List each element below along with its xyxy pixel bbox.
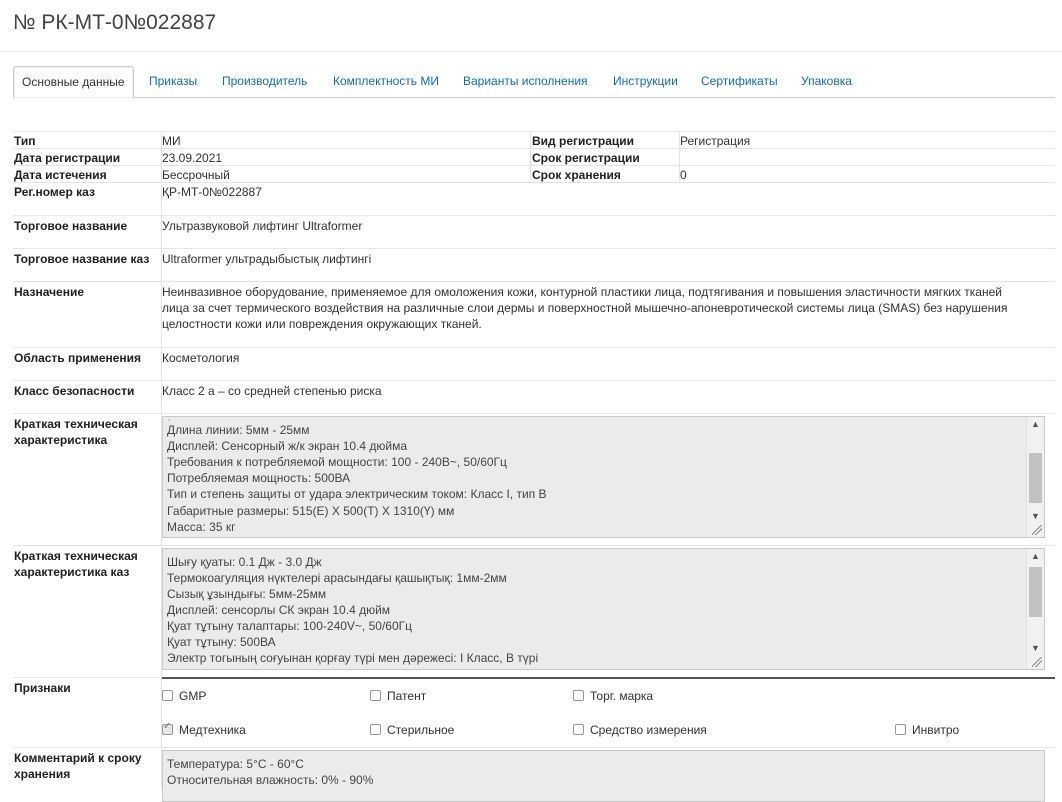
- application-area-value: Косметология: [162, 351, 240, 365]
- purpose-label: Назначение: [14, 285, 85, 299]
- checkbox-trademark[interactable]: Торг. марка: [573, 689, 653, 703]
- tab-bar: [13, 66, 1055, 98]
- checkbox-checked-icon[interactable]: [162, 724, 173, 735]
- type-label: Тип: [14, 134, 36, 148]
- row-tech-specs-kz: [13, 545, 1055, 678]
- row-type: [13, 131, 1055, 149]
- row-reg-date: [13, 148, 1055, 166]
- reg-type-label: Вид регистрации: [532, 134, 635, 148]
- resize-grip-icon[interactable]: [1032, 657, 1042, 667]
- type-value: МИ: [162, 134, 181, 148]
- tab-instructions[interactable]: Инструкции: [613, 74, 678, 88]
- tech-specs-kz-textarea[interactable]: Шығу қуаты: 0.1 Дж - 3.0 Дж Термокоагуляция нүктелері арасындағы қашықтық: 1мм-2мм Сызық ұзындығы: 5мм-25мм Дисплей: сенсорлы СК экран 10.4 дюйм Қуат тұтыну талаптары: 100-240V~, 50/60Гц Қуат тұтыну: 500ВА Электр тогының соғуынан қорғау түрі мен дәрежесі: I Класс, B түрі ▲ ▼: [162, 548, 1045, 670]
- checkbox-icon[interactable]: [370, 724, 381, 735]
- purpose-line: целостности кожи или повреждения окружающих тканей.: [162, 317, 482, 331]
- signs-label: Признаки: [14, 681, 71, 695]
- scroll-down-icon[interactable]: ▼: [1031, 511, 1040, 521]
- storage-comment-textarea[interactable]: Температура: 5°С - 60°С Относительная влажность: 0% - 90%: [162, 750, 1045, 802]
- tech-specs-scrollbar[interactable]: [1026, 417, 1044, 537]
- resize-grip-icon[interactable]: [1032, 525, 1042, 535]
- trade-name-label: Торговое название: [14, 219, 128, 233]
- row-tech-specs: [13, 413, 1055, 546]
- row-application-area: [13, 347, 1055, 381]
- trade-name-value: Ультразвуковой лифтинг Ultraformer: [162, 219, 363, 233]
- page-title: № РК-МТ-0№022887: [13, 11, 217, 34]
- reg-type-value: Регистрация: [680, 134, 751, 148]
- tab-packaging[interactable]: Упаковка: [801, 74, 852, 88]
- row-purpose: [13, 281, 1055, 348]
- storage-term-value: 0: [680, 168, 687, 182]
- checkbox-gmp[interactable]: GMP: [162, 689, 206, 703]
- row-signs: [13, 677, 1055, 748]
- row-reg-number-kz: [13, 182, 1055, 216]
- expiry-value: Бессрочный: [162, 168, 230, 182]
- tech-specs-label: Краткая техническая характеристика: [14, 417, 138, 447]
- reg-number-kz-value: ҚР-МТ-0№022887: [162, 185, 262, 199]
- checkbox-invitro[interactable]: Инвитро: [895, 723, 959, 737]
- row-trade-name-kz: [13, 248, 1055, 282]
- tab-orders[interactable]: Приказы: [149, 74, 198, 88]
- safety-class-value: Класс 2 а – со средней степенью риска: [162, 384, 382, 398]
- expiry-label: Дата истечения: [14, 168, 107, 182]
- trade-name-kz-label: Торговое название каз: [14, 252, 150, 266]
- checkbox-icon[interactable]: [370, 690, 381, 701]
- checkbox-measuring[interactable]: Средство измерения: [573, 723, 707, 737]
- row-expiry: [13, 165, 1055, 183]
- trade-name-kz-value: Ultraformer ультрадыбыстық лифтингі: [162, 252, 372, 266]
- reg-date-label: Дата регистрации: [14, 151, 121, 165]
- storage-term-label: Срок хранения: [532, 168, 621, 182]
- checkbox-icon[interactable]: [573, 690, 584, 701]
- purpose-line: лица за счет термического воздействия на различные слои дермы и поверхностной мышечно-апоневротической системы лица (SMAS) без нарушения: [162, 301, 1008, 315]
- purpose-line: Неинвазивное оборудование, применяемое для омоложения кожи, контурной пластики лица, подтягивания и повышения эластичности мягких тканей: [162, 285, 1002, 299]
- reg-date-value: 23.09.2021: [162, 151, 223, 165]
- scroll-up-icon[interactable]: ▲: [1031, 419, 1040, 429]
- scroll-up-icon[interactable]: ▲: [1031, 551, 1040, 561]
- checkbox-icon[interactable]: [162, 690, 173, 701]
- row-safety-class: [13, 380, 1055, 414]
- title-divider: [0, 51, 1062, 52]
- checkbox-medtech[interactable]: ✓Медтехника: [162, 723, 246, 737]
- row-storage-comment: [13, 747, 1055, 788]
- purpose-value: [162, 284, 1042, 332]
- storage-comment-label: Комментарий к сроку хранения: [14, 751, 142, 781]
- tech-specs-kz-label: Краткая техническая характеристика каз: [14, 549, 138, 579]
- tab-variants[interactable]: Варианты исполнения: [463, 74, 588, 88]
- safety-class-label: Класс безопасности: [14, 384, 135, 398]
- signs-divider: [162, 677, 1055, 679]
- reg-number-kz-label: Рег.номер каз: [14, 185, 95, 199]
- scroll-down-icon[interactable]: ▼: [1031, 643, 1040, 653]
- checkbox-sterile[interactable]: Стерильное: [370, 723, 454, 737]
- tech-specs-textarea[interactable]: · Длина линии: 5мм - 25мм Дисплей: Сенсорный ж/к экран 10.4 дюйма Требования к потребляемой мощности: 100 - 240В~, 50/60Гц Потребляемая мощность: 500ВА Тип и степень защиты от удара электрическим током: Класс I, тип B Габаритные размеры: 515(Е) X 500(Т) X 1310(Ү) мм Масса: 35 кг ▲ ▼: [162, 416, 1045, 538]
- tab-manufacturer[interactable]: Производитель: [222, 74, 308, 88]
- application-area-label: Область применения: [14, 351, 142, 365]
- reg-term-label: Срок регистрации: [532, 151, 640, 165]
- tab-completeness[interactable]: Комплектность МИ: [333, 74, 439, 88]
- checkbox-icon[interactable]: [895, 724, 906, 735]
- scroll-thumb[interactable]: [1029, 453, 1042, 503]
- tech-specs-kz-scrollbar[interactable]: [1026, 549, 1044, 669]
- tab-certificates[interactable]: Сертификаты: [701, 74, 778, 88]
- checkbox-icon[interactable]: [573, 724, 584, 735]
- scroll-thumb[interactable]: [1029, 567, 1042, 617]
- checkbox-patent[interactable]: Патент: [370, 689, 426, 703]
- tab-main-data[interactable]: Основные данные: [13, 66, 134, 99]
- row-trade-name: [13, 215, 1055, 249]
